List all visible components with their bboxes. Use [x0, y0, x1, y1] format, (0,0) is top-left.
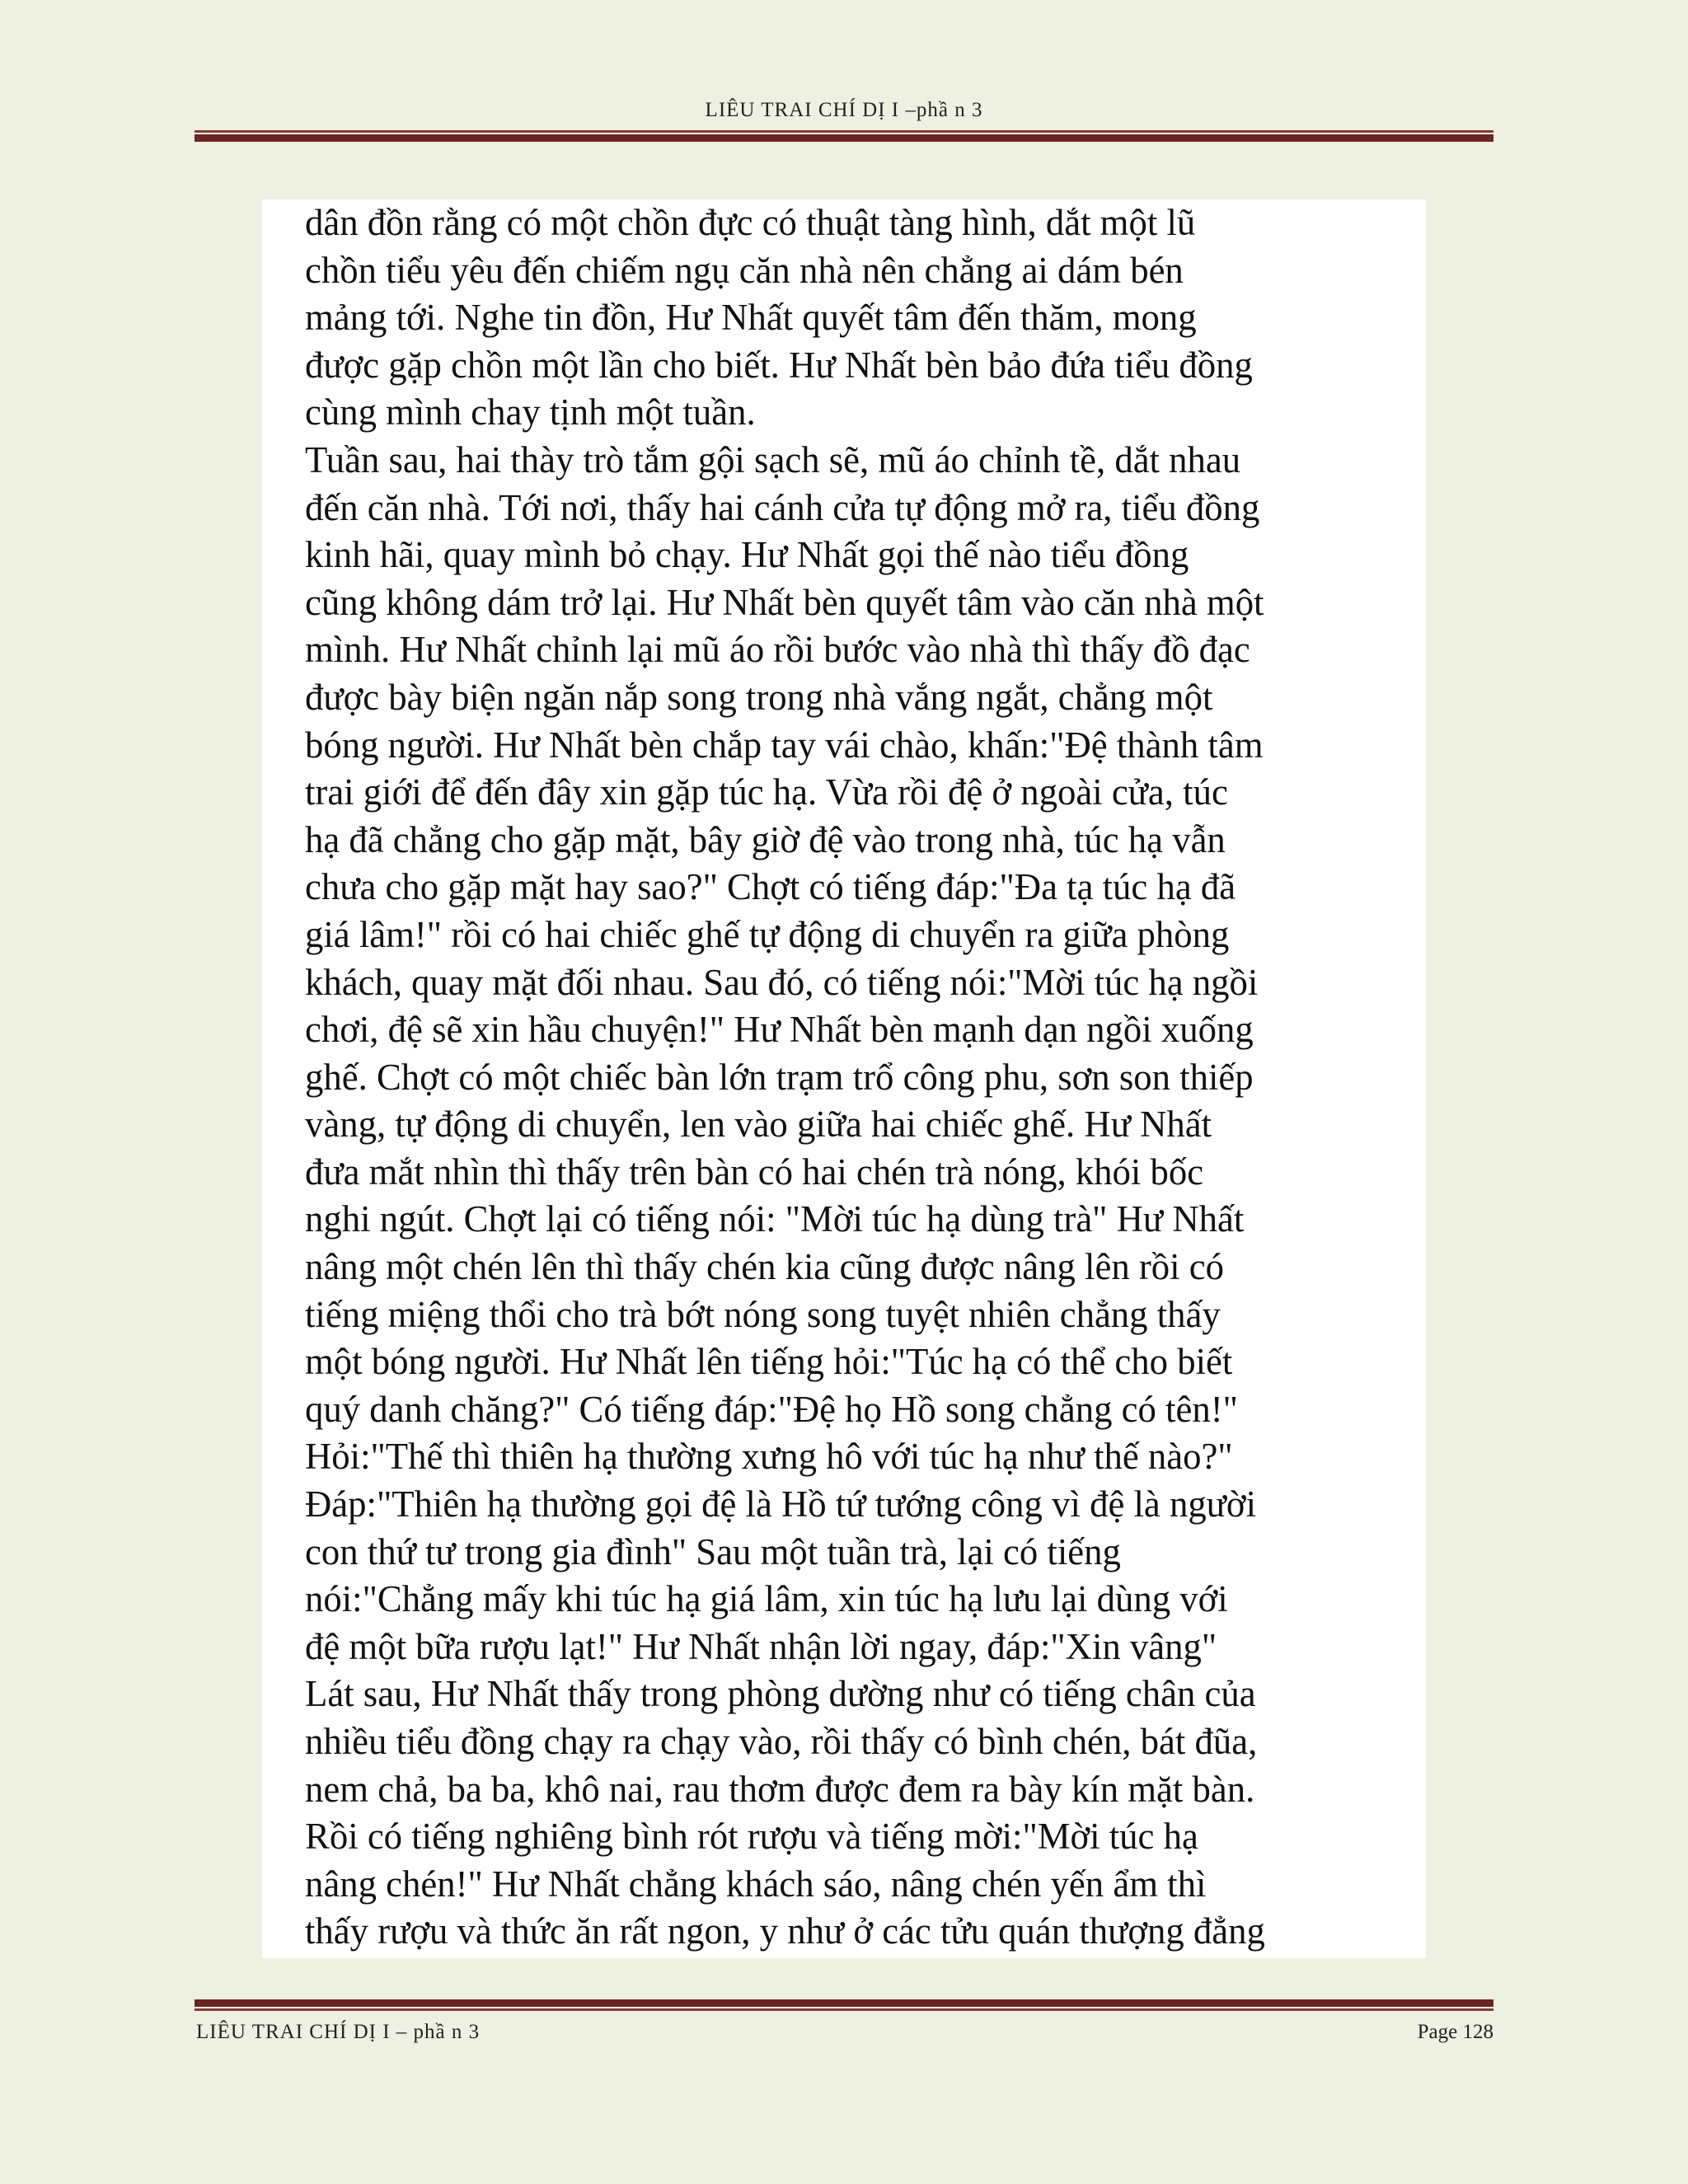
text-line: đệ một bữa rượu lạt!" Hư Nhất nhận lời ngay, đáp:"Xin vâng" [305, 1625, 1217, 1667]
text-line: cùng mình chay tịnh một tuần. [305, 391, 756, 434]
text-line: mình. Hư Nhất chỉnh lại mũ áo rồi bước vào nhà thì thấy đồ đạc [305, 629, 1250, 671]
text-line: ghế. Chợt có một chiếc bàn lớn trạm trổ công phu, sơn son thiếp [305, 1056, 1254, 1098]
text-line: nghi ngút. Chợt lại có tiếng nói: "Mời túc hạ dùng trà" Hư Nhất [305, 1198, 1245, 1240]
text-line: nem chả, ba ba, khô nai, rau thơm được đem ra bày kín mặt bàn. [305, 1768, 1255, 1810]
body-text [262, 199, 1426, 1956]
text-line: dân đồn rằng có một chồn đực có thuật tàng hình, dắt một lũ [305, 202, 1196, 243]
text-line: kinh hãi, quay mình bỏ chạy. Hư Nhất gọi thế nào tiểu đồng [305, 534, 1189, 576]
text-line: hạ đã chẳng cho gặp mặt, bây giờ đệ vào trong nhà, túc hạ vẫn [305, 818, 1226, 860]
page-number: Page 128 [1417, 2021, 1493, 2043]
text-line: chồn tiểu yêu đến chiếm ngụ căn nhà nên chẳng ai dám bén [305, 249, 1184, 291]
text-line: tiếng miệng thổi cho trà bớt nóng song tuyệt nhiên chẳng thấy [305, 1293, 1221, 1335]
text-line: bóng người. Hư Nhất bèn chắp tay vái chào, khấn:"Đệ thành tâm [305, 724, 1264, 766]
text-line: được gặp chồn một lần cho biết. Hư Nhất bèn bảo đứa tiểu đồng [305, 344, 1253, 386]
text-line: Tuần sau, hai thày trò tắm gội sạch sẽ, mũ áo chỉnh tề, dắt nhau [305, 438, 1241, 480]
text-line: trai giới để đến đây xin gặp túc hạ. Vừa rồi đệ ở ngoài cửa, túc [305, 771, 1228, 813]
text-line: chơi, đệ sẽ xin hầu chuyện!" Hư Nhất bèn mạnh dạn ngồi xuống [305, 1009, 1254, 1051]
header-rule-thin [195, 130, 1493, 133]
text-line: một bóng người. Hư Nhất lên tiếng hỏi:"Túc hạ có thể cho biết [305, 1341, 1233, 1383]
footer-rule-thin [195, 2008, 1493, 2011]
text-line: giá lâm!" rồi có hai chiếc ghế tự động di chuyển ra giữa phòng [305, 913, 1230, 955]
text-line: Hỏi:"Thế thì thiên hạ thường xưng hô với túc hạ như thế nào?" [305, 1436, 1233, 1478]
header-title: LIÊU TRAI CHÍ DỊ I –phầ n 3 [705, 99, 983, 121]
text-line: chưa cho gặp mặt hay sao?" Chợt có tiếng đáp:"Đa tạ túc hạ đã [305, 866, 1236, 908]
text-line: Rồi có tiếng nghiêng bình rót rượu và tiếng mời:"Mời túc hạ [305, 1816, 1198, 1858]
header-rule-thick [195, 134, 1493, 142]
text-line: nâng một chén lên thì thấy chén kia cũng được nâng lên rồi có [305, 1246, 1224, 1288]
text-line: cũng không dám trở lại. Hư Nhất bèn quyết tâm vào căn nhà một [305, 581, 1264, 623]
text-line: con thứ tư trong gia đình" Sau một tuần trà, lại có tiếng [305, 1530, 1121, 1572]
text-line: nói:"Chẳng mấy khi túc hạ giá lâm, xin túc hạ lưu lại dùng với [305, 1578, 1228, 1620]
footer-title: LIÊU TRAI CHÍ DỊ I – phầ n 3 [196, 2021, 481, 2043]
page-body [262, 199, 1426, 1958]
text-line: vàng, tự động di chuyển, len vào giữa hai chiếc ghế. Hư Nhất [305, 1104, 1212, 1146]
text-line: nhiều tiểu đồng chạy ra chạy vào, rồi thấy có bình chén, bát đũa, [305, 1721, 1258, 1762]
text-line: quý danh chăng?" Có tiếng đáp:"Đệ họ Hồ song chẳng có tên!" [305, 1388, 1238, 1430]
text-line: Đáp:"Thiên hạ thường gọi đệ là Hồ tứ tướng công vì đệ là người [305, 1483, 1257, 1526]
text-line: đưa mắt nhìn thì thấy trên bàn có hai chén trà nóng, khói bốc [305, 1151, 1204, 1193]
text-line: mảng tới. Nghe tin đồn, Hư Nhất quyết tâm đến thăm, mong [305, 297, 1197, 339]
text-line: nâng chén!" Hư Nhất chẳng khách sáo, nâng chén yến ẩm thì [305, 1863, 1207, 1905]
text-line: khách, quay mặt đối nhau. Sau đó, có tiếng nói:"Mời túc hạ ngồi [305, 961, 1259, 1003]
text-line: Lát sau, Hư Nhất thấy trong phòng dường như có tiếng chân của [305, 1673, 1256, 1715]
footer-rule-thick [195, 1999, 1493, 2007]
text-line: đến căn nhà. Tới nơi, thấy hai cánh cửa tự động mở ra, tiểu đồng [305, 486, 1260, 528]
text-line: được bày biện ngăn nắp song trong nhà vắng ngắt, chẳng một [305, 676, 1213, 718]
text-line: thấy rượu và thức ăn rất ngon, y như ở các tửu quán thượng đẳng [305, 1910, 1265, 1952]
